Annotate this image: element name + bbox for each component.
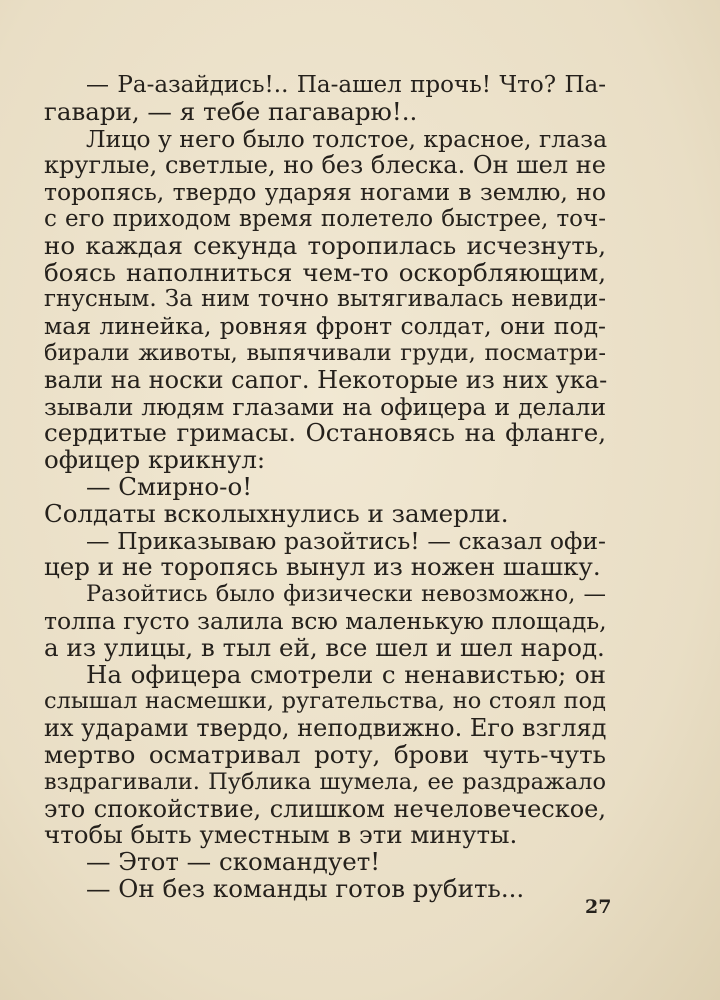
text-line: вали на носки сапог. Некоторые из них ука- <box>44 365 608 394</box>
text-line: торопясь, твердо ударяя ногами в землю, но <box>44 178 606 207</box>
text-line: но каждая секунда торопилась исчезнуть, <box>44 230 606 260</box>
text-line: мая линейка, ровняя фронт солдат, они под- <box>44 312 606 341</box>
text-line: — Приказываю разойтись! — сказал офи- <box>86 526 606 555</box>
text-line: чтобы быть уместным в эти минуты. <box>44 820 518 850</box>
text-line: сердитые гримасы. Остановясь на фланге, <box>44 418 606 448</box>
text-line: Разойтись было физически невозможно, — <box>86 581 606 608</box>
text-line: их ударами твердо, неподвижно. Его взгляд <box>44 714 607 743</box>
text-line: гнусным. За ним точно вытягивалась невиди- <box>44 286 606 313</box>
text-line: с его приходом время полетело быстрее, точ- <box>44 205 606 232</box>
text-line: вздрагивали. Публика шумела, ее раздражало <box>44 768 606 795</box>
text-line: — Он без команды готов рубить... <box>86 873 525 903</box>
text-line: Лицо у него было толстое, красное, глаза <box>86 124 608 153</box>
text-line: мертво осматривал роту, брови чуть-чуть <box>44 739 606 769</box>
text-line: круглые, светлые, но без блеска. Он шел не <box>44 151 606 180</box>
text-line: — Этот — скомандует! <box>86 847 381 877</box>
text-line: офицер крикнул: <box>44 445 266 475</box>
text-line: цер и не торопясь вынул из ножен шашку. <box>44 552 601 582</box>
text-line: гавари, — я тебе пагаварю!.. <box>44 96 418 126</box>
text-line: зывали людям глазами на офицера и делали <box>44 392 606 421</box>
text-line: боясь наполниться чем-то оскорбляющим, <box>44 257 606 287</box>
text-line: — Ра-азайдись!.. Па-ашел прочь! Что? Па- <box>86 72 606 98</box>
text-line: а из улицы, в тыл ей, все шел и шел народ. <box>44 632 605 662</box>
text-line: На офицера смотрели с ненавистью; он <box>86 659 606 689</box>
text-line: — Смирно-о! <box>86 471 253 501</box>
body-text <box>44 72 606 903</box>
text-line: Солдаты всколыхнулись и замерли. <box>44 498 509 528</box>
page-number: 27 <box>585 896 612 918</box>
text-line: слышал насмешки, ругательства, но стоял под <box>44 688 606 715</box>
text-line: толпа густо залила всю маленькую площадь, <box>44 606 607 635</box>
text-line: бирали животы, выпячивали груди, посматри- <box>44 339 606 366</box>
text-line: это спокойствие, слишком нечеловеческое, <box>44 794 606 823</box>
